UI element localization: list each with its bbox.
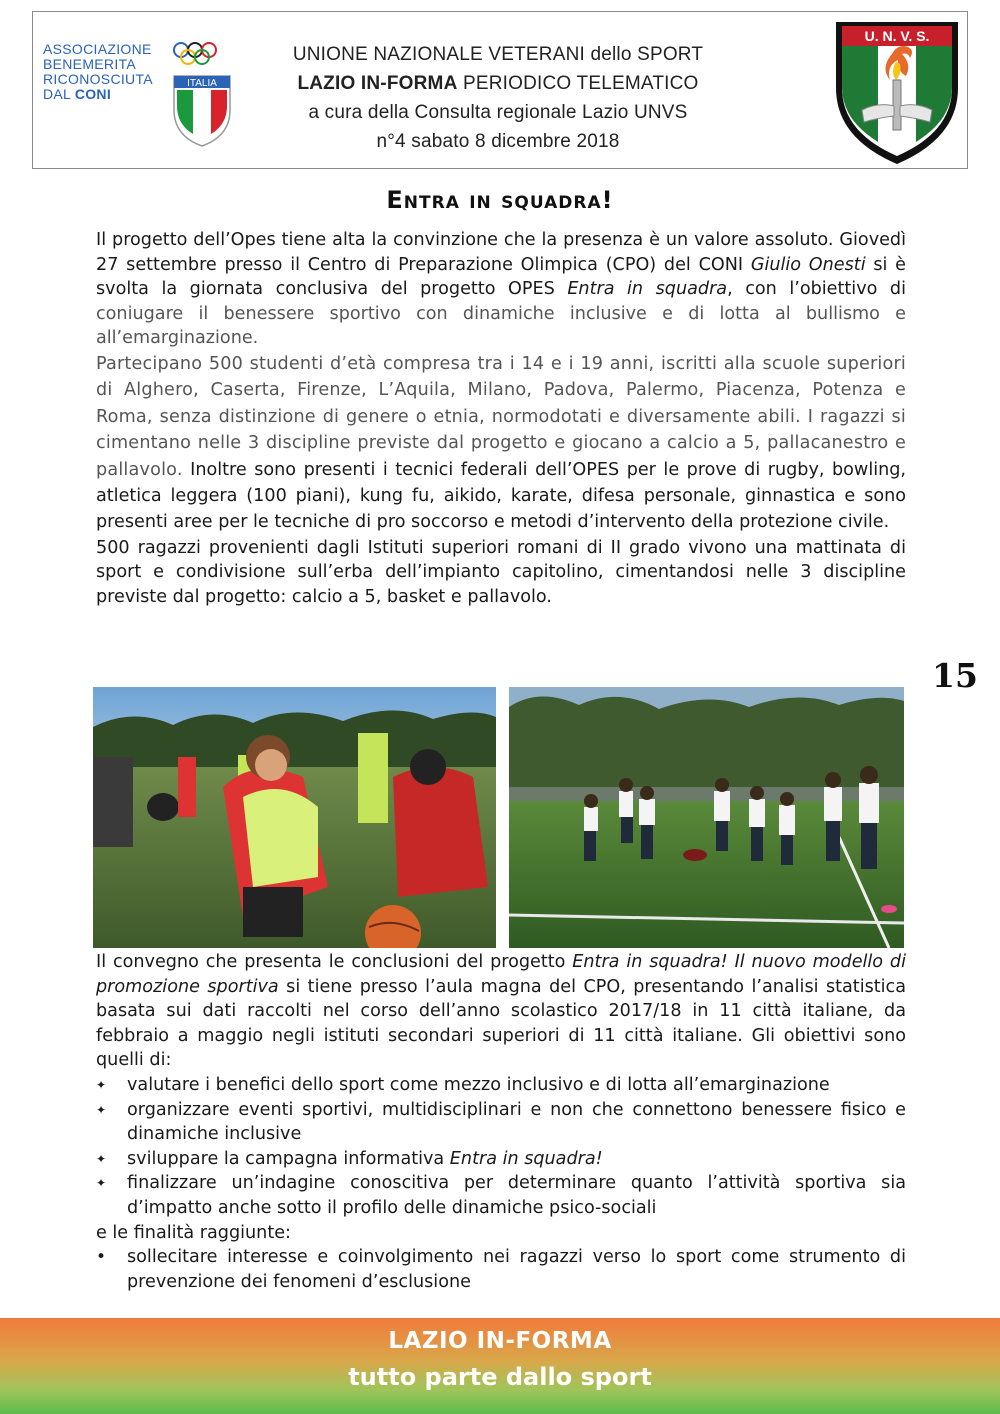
diamond-bullet-icon: ✦ (96, 1151, 107, 1166)
issue-date: n°4 sabato 8 dicembre 2018 (376, 131, 620, 152)
objectives-list (96, 1073, 906, 1221)
list-item: • sollecitare interesse e coinvolgimento nei ragazzi verso lo sport come strumento di prevenzione dei fenomeni d’esclusione (96, 1247, 906, 1292)
photo-football-players (93, 687, 496, 948)
coni-logo-text (43, 42, 168, 102)
coni-line-1: ASSOCIAZIONE (43, 41, 152, 57)
footer-subtitle: tutto parte dallo sport (348, 1363, 652, 1391)
list-item: ✦ sviluppare la campagna informativa Entra in squadra! (96, 1147, 906, 1172)
article-body-top (96, 228, 906, 610)
diamond-bullet-icon: ✦ (96, 1176, 107, 1191)
diamond-bullet-icon: ✦ (96, 1102, 107, 1117)
football-photo-image (93, 687, 496, 948)
editor-line: a cura della Consulta regionale Lazio UNVS (308, 102, 688, 123)
list-item: ✦ valutare i benefici dello sport come mezzo inclusivo e di lotta all’emarginazione (96, 1073, 906, 1098)
coni-line-2: BENEMERITA (43, 56, 136, 72)
coni-line-4: DAL CONI (43, 86, 112, 102)
list-item: ✦ organizzare eventi sportivi, multidisciplinari e non che connettono benessere fisico e dinamiche inclusive (96, 1099, 906, 1145)
paragraph-participants: Partecipano 500 studenti d’età compresa tra i 14 e i 19 anni, iscritti alla scuole superiori di Alghero, Caserta, Firenze, L’Aquila, Milano, Padova, Palermo, Piacenza, Potenza e Roma, senza distinzione di genere o etnia, normodotati e diversamente abili. I ragazzi si cimentano nelle 3 discipline previste dal progetto e giocano a calcio a 5, pallacanestro e pallavolo. Inoltre sono presenti i tecnici federali dell’OPES per le prove di rugby, bowling, atletica leggera (100 piani), kung fu, aikido, karate, difesa personale, ginnastica e sono presenti aree per le tecniche di pro soccorso e metodi d’intervento della protezione civile. (96, 353, 906, 533)
organization-name: UNIONE NAZIONALE VETERANI dello SPORT (292, 44, 704, 65)
olympic-rings-shield-icon (171, 40, 233, 148)
page-header (32, 11, 968, 169)
list-item: ✦ finalizzare un’indagine conoscitiva per determinare quanto l’attività sportiva sia d’impatto anche sotto il profilo delle dinamiche psico-sociali (96, 1173, 906, 1218)
diamond-bullet-icon: ✦ (96, 1077, 107, 1092)
coni-line-3: RICONOSCIUTA (43, 71, 153, 87)
paragraph-conference: Il convegno che presenta le conclusioni del progetto Entra in squadra! Il nuovo modello di promozione sportiva si tiene presso l’aula magna del CPO, presentando l’analisi statistica basata sui dati raccolti nel corso dell’anno scolastico 2017/18 in 11 città italiane, da febbraio a maggio negli istituti secondari superiori di 11 città italiane. Gli obiettivi sono quelli di: (96, 952, 906, 1071)
photo-running-students (509, 687, 904, 948)
running-photo-image (509, 687, 904, 948)
svg-text:ITALIA: ITALIA (187, 78, 217, 89)
unvs-shield-logo (832, 18, 962, 166)
article-body-bottom (96, 950, 906, 1294)
page-footer (0, 1318, 1000, 1414)
footer-title: LAZIO IN-FORMA (388, 1328, 612, 1354)
round-bullet-icon: • (96, 1247, 107, 1268)
results-intro: e le finalità raggiunte: (96, 1222, 291, 1243)
paragraph-intro: Il progetto dell’Opes tiene alta la convinzione che la presenza è un valore assoluto. Giovedì 27 settembre presso il Centro di Preparazione Olimpica (CPO) del CONI Giulio Onesti si è svolta la giornata conclusiva del progetto OPES Entra in squadra, con l’obiettivo di coniugare il benessere sportivo con dinamiche inclusive e di lotta al bullismo e all’emarginazione. (96, 230, 906, 349)
paragraph-roman-schools: 500 ragazzi provenienti dagli Istituti superiori romani di II grado vivono una mattinata di sport e condivisione sull’erba dell’impianto capitolino, cimentandosi nelle 3 discipline previste dal progetto: calcio a 5, basket e pallavolo. (96, 537, 906, 607)
results-list (96, 1245, 906, 1294)
svg-text:U. N. V. S.: U. N. V. S. (864, 28, 930, 44)
coni-logo (43, 40, 233, 160)
periodical-name: LAZIO IN-FORMA PERIODICO TELEMATICO (297, 73, 699, 94)
page-number: 15 (932, 656, 978, 695)
article-title: Entra in squadra! (386, 186, 614, 214)
header-titles (263, 40, 733, 156)
